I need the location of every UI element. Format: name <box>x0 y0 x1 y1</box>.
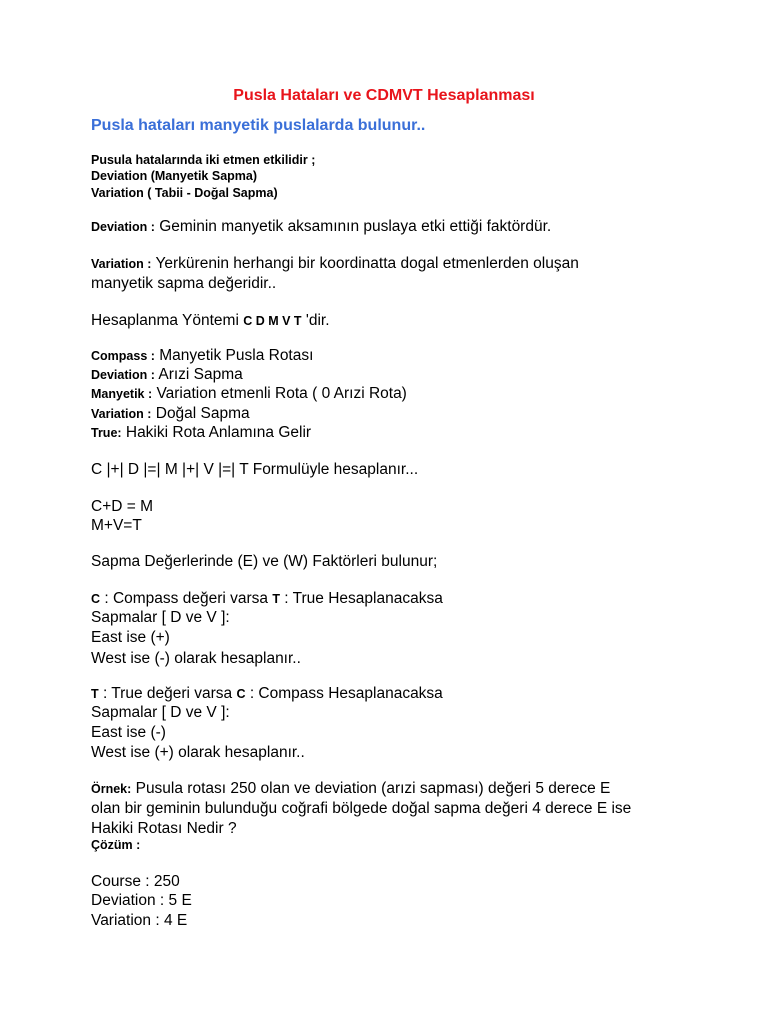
case2-bold-c: C <box>236 687 246 701</box>
definition-label: True: <box>91 426 122 440</box>
given-variation: Variation : 4 E <box>91 912 188 929</box>
definition-label: Variation : <box>91 407 152 421</box>
example-line-3: Hakiki Rotası Nedir ? <box>91 820 237 837</box>
equation-1: C+D = M <box>91 498 154 515</box>
case1-text-2: : True Hesaplanacaksa <box>279 590 443 607</box>
case1-line-3: East ise (+) <box>91 629 170 646</box>
variation-definition-line-1 <box>91 255 579 273</box>
equation-2: M+V=T <box>91 517 142 534</box>
definition-variation <box>91 405 250 423</box>
case2-line-3: East ise (-) <box>91 724 166 741</box>
case2-line-2: Sapmalar [ D ve V ]: <box>91 704 230 721</box>
given-deviation: Deviation : 5 E <box>91 892 192 909</box>
case2-line-1 <box>91 685 443 703</box>
case2-text-2: : Compass Hesaplanacaksa <box>245 685 443 702</box>
definition-label: Deviation : <box>91 368 155 382</box>
definition-compass <box>91 347 313 365</box>
solution-label: Çözüm : <box>91 838 141 852</box>
example-line-1 <box>91 780 610 798</box>
case2-line-4: West ise (+) olarak hesaplanır.. <box>91 744 305 761</box>
factors-line: Sapma Değerlerinde (E) ve (W) Faktörleri bulunur; <box>91 553 438 570</box>
case1-text-1: : Compass değeri varsa <box>100 590 273 607</box>
definition-text: Arızi Sapma <box>154 366 243 383</box>
example-label: Örnek: <box>91 782 132 796</box>
definition-true <box>91 424 311 442</box>
deviation-definition <box>91 218 551 236</box>
case1-bold-c: C <box>91 592 101 606</box>
example-line-2: olan bir geminin bulunduğu coğrafi bölgede doğal sapma değeri 4 derece E ise <box>91 800 632 817</box>
page-title: Pusla Hataları ve CDMVT Hesaplanması <box>233 87 535 104</box>
case1-bold-t: T <box>272 592 280 606</box>
case1-line-1 <box>91 590 443 608</box>
definition-text: Doğal Sapma <box>151 405 250 422</box>
intro-line-2: Deviation (Manyetik Sapma) <box>91 169 258 183</box>
page-subtitle: Pusla hataları manyetik puslalarda bulunur.. <box>91 117 426 134</box>
definition-deviation <box>91 366 243 384</box>
method-pre: Hesaplanma Yöntemi <box>91 312 244 329</box>
method-post: 'dir. <box>301 312 330 329</box>
definition-text: Hakiki Rota Anlamına Gelir <box>121 424 312 441</box>
intro-line-3: Variation ( Tabii - Doğal Sapma) <box>91 186 278 200</box>
case1-line-2: Sapmalar [ D ve V ]: <box>91 609 230 626</box>
variation-text-1: Yerkürenin herhangi bir koordinatta dogal etmenlerden oluşan <box>151 255 579 272</box>
intro-line-1: Pusula hatalarında iki etmen etkilidir ; <box>91 153 316 167</box>
example-text-1: Pusula rotası 250 olan ve deviation (arızi sapması) değeri 5 derece E <box>131 780 611 797</box>
definition-label: Manyetik : <box>91 387 153 401</box>
definition-text: Variation etmenli Rota ( 0 Arızi Rota) <box>152 385 407 402</box>
definition-label: Compass : <box>91 349 155 363</box>
deviation-label: Deviation : <box>91 220 155 234</box>
variation-label: Variation : <box>91 257 152 271</box>
method-line <box>91 312 330 330</box>
case2-bold-t: T <box>91 687 99 701</box>
formula-line: C |+| D |=| M |+| V |=| T Formulüyle hesaplanır... <box>91 461 419 478</box>
variation-definition-line-2: manyetik sapma değeridir.. <box>91 275 277 292</box>
method-code: C D M V T <box>243 314 302 328</box>
deviation-text: Geminin manyetik aksamının puslaya etki ettiği faktördür. <box>154 218 552 235</box>
case2-text-1: : True değeri varsa <box>98 685 237 702</box>
definition-text: Manyetik Pusla Rotası <box>154 347 314 364</box>
definition-manyetik <box>91 385 407 403</box>
given-course: Course : 250 <box>91 873 180 890</box>
case1-line-4: West ise (-) olarak hesaplanır.. <box>91 650 301 667</box>
